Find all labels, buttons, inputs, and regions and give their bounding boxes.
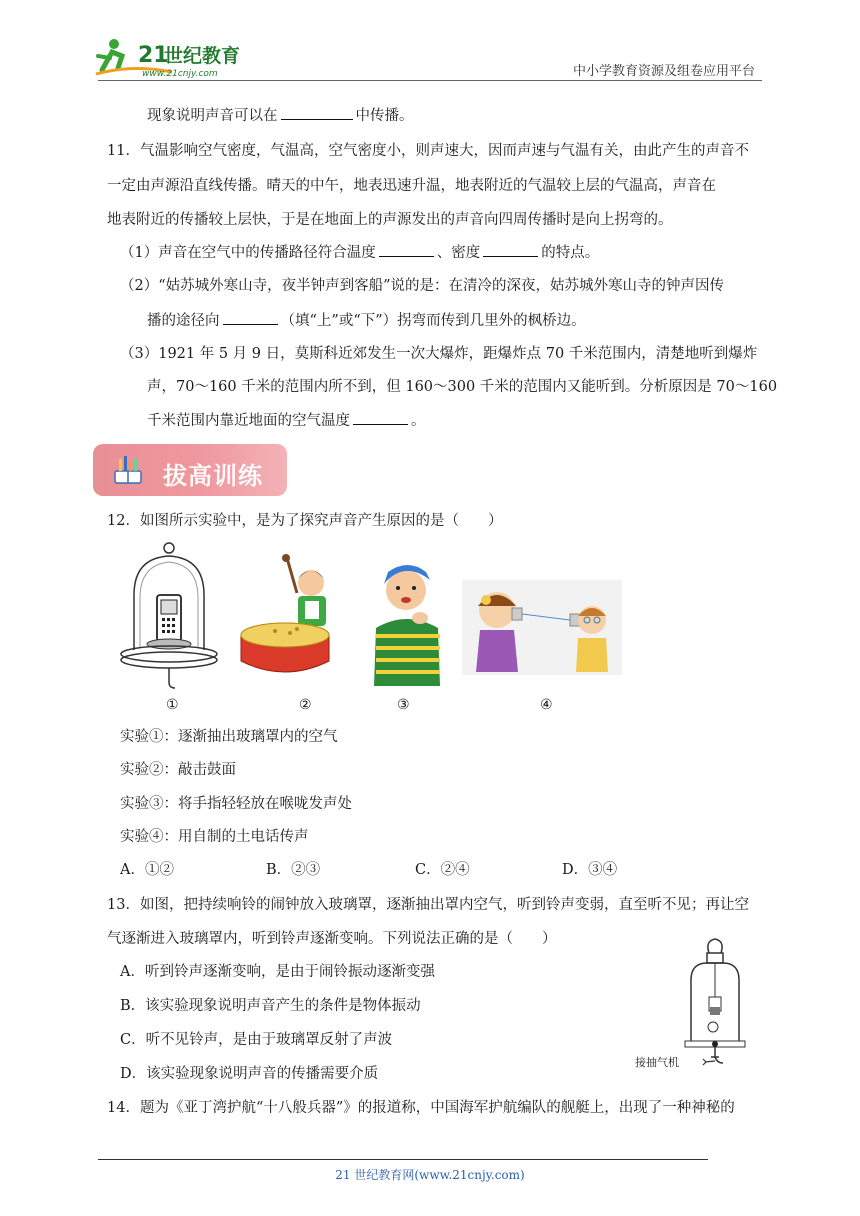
q11-sub1-a: （1）声音在空气中的传播路径符合温度 — [120, 245, 376, 261]
q10-tail-line — [147, 105, 414, 126]
q13-stem-line-2: 气逐渐进入玻璃罩内，听到铃声逐渐变响。下列说法正确的是（ ） — [107, 931, 557, 947]
q13-option-a: A．听到铃声逐渐变响，是由于闹铃振动逐渐变强 — [120, 964, 435, 980]
q11-sub2-b: （填“上”或“下”）拐弯而传到几里外的枫桥边。 — [280, 313, 586, 329]
q11-sub2-a: 播的途径向 — [147, 313, 220, 329]
q12-stem: 12．如图所示实验中，是为了探究声音产生原因的是（ ） — [107, 513, 503, 529]
q13-stem-line-1: 13．如图，把持续响铃的闹钟放入玻璃罩，逐渐抽出罩内空气，听到铃声变弱，直至听不见；再让空 — [107, 897, 749, 913]
answer-blank — [483, 242, 538, 257]
footer-divider — [98, 1159, 708, 1160]
q12-option-b: B．②③ — [266, 862, 321, 878]
q11-line-2: 一定由声源沿直线传播。晴天的中午，地表迅速升温，地表附近的气温较上层的气温高，声音在 — [107, 178, 716, 194]
q12-option-a: A．①② — [120, 862, 174, 878]
q10-text-b: 中传播。 — [355, 108, 414, 124]
q12-experiment-2: 实验②：敲击鼓面 — [120, 762, 236, 778]
string-telephone-image — [462, 580, 622, 675]
answer-blank — [281, 105, 353, 120]
answer-blank — [353, 410, 408, 425]
svg-text:www.21cnjy.com: www.21cnjy.com — [142, 69, 218, 79]
bell-jar-alarm-image — [665, 935, 765, 1070]
boy-throat-image — [368, 558, 448, 688]
q12-experiment-4: 实验④：用自制的土电话传声 — [120, 829, 309, 845]
q11-line-1: 11．气温影响空气密度，气温高，空气密度小，则声速大，因而声速与气温有关，由此产生的声音不 — [107, 143, 749, 159]
site-logo — [92, 34, 262, 80]
bell-jar-phone-image — [114, 540, 224, 690]
q11-line-3: 地表附近的传播较上层快，于是在地面上的声源发出的声音向四周传播时是向上拐弯的。 — [107, 212, 673, 228]
vacuum-pump-label: 接抽气机 — [635, 1056, 679, 1069]
figure-label-2: ② — [299, 697, 312, 713]
q11-sub3-line-2: 声，70～160 千米的范围内所不到，但 160～300 千米的范围内又能听到。分析原因是 70～160 — [147, 379, 778, 395]
figure-label-4: ④ — [540, 697, 553, 713]
answer-blank — [379, 242, 434, 257]
q11-sub1-b: 、密度 — [436, 245, 481, 261]
header-divider — [98, 80, 762, 81]
q12-experiment-3: 实验③：将手指轻轻放在喉咙发声处 — [120, 796, 352, 812]
book-chart-icon — [111, 453, 145, 487]
section-title: 拔高训练 — [163, 462, 263, 490]
q11-sub2-line-1: （2）“姑苏城外寒山寺，夜半钟声到客船”说的是：在清冷的深夜，姑苏城外寒山寺的钟声因传 — [120, 278, 725, 294]
q12-option-d: D．③④ — [562, 862, 618, 878]
header-platform-title: 中小学教育资源及组卷应用平台 — [572, 64, 755, 79]
q12-experiment-1: 实验①：逐渐抽出玻璃罩内的空气 — [120, 729, 338, 745]
q14-stem-line-1: 14．题为《亚丁湾护航“十八般兵器”》的报道称，中国海军护航编队的舰艇上，出现了一种神秘的 — [107, 1100, 735, 1116]
q13-option-c: C．听不见铃声，是由于玻璃罩反射了声波 — [120, 1032, 393, 1048]
figure-label-1: ① — [166, 697, 179, 713]
q13-option-b: B．该实验现象说明声音产生的条件是物体振动 — [120, 998, 421, 1014]
q11-sub3-line-3 — [147, 410, 426, 431]
q11-sub3-b: 。 — [411, 413, 426, 429]
answer-blank — [223, 310, 278, 325]
drum-boy-image — [235, 553, 345, 688]
q11-sub1 — [120, 242, 599, 263]
svg-text:21: 21 — [138, 43, 169, 68]
footer-text[interactable]: 21 世纪教育网(www.21cnjy.com) — [335, 1168, 525, 1182]
q11-sub3-a: 千米范围内靠近地面的空气温度 — [147, 413, 350, 429]
q11-sub1-c: 的特点。 — [541, 245, 600, 261]
q11-sub2-line-2 — [147, 310, 586, 331]
q11-sub3-line-1: （3）1921 年 5 月 9 日，莫斯科近郊发生一次大爆炸，距爆炸点 70 千米范围内，清楚地听到爆炸 — [120, 346, 758, 362]
q13-option-d: D．该实验现象说明声音的传播需要介质 — [120, 1066, 379, 1082]
q10-text-a: 现象说明声音可以在 — [147, 108, 278, 124]
svg-text:世纪教育: 世纪教育 — [164, 45, 241, 67]
figure-label-3: ③ — [397, 697, 410, 713]
q12-option-c: C．②④ — [415, 862, 470, 878]
